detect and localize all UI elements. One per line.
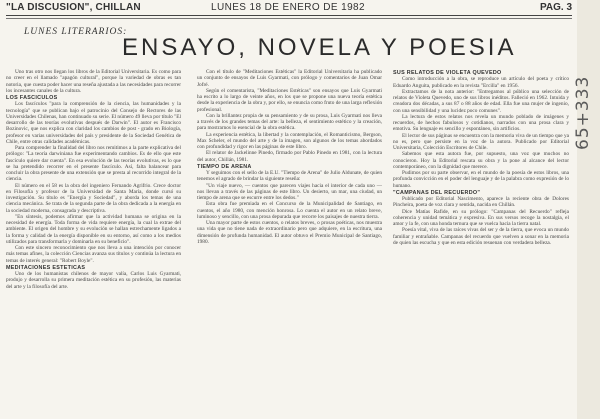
paragraph: Con este sincero reconocimiento que nos lleva a una intención por conocer más temas afines, la colección Ciencias avanza sus títulos y continúa la lectura en temas de interés general: "Robert Boyle". xyxy=(6,245,181,264)
paragraph: Según el comentarista, "Meditaciones Estéticas" son ensayos que Luis Gyarmati ha escrito a lo largo de veinte años, en los que se propone una nueva teoría estética desde la experiencia de la obra y, por ello, se enuncia como fruto de una larga reflexión profesional. xyxy=(197,87,382,113)
paragraph: Para comprender la finalidad del libro nos remitimos a la parte explicativa del prólogo: "La teoría darwiniana fue experimentando cambios. Es de ello que este fascículo quiere dar cuenta". En esa evolución de las teorías evolutivas, es lo que se ha pretendido recorrer en el presente fascículo. Así, falta balancear para concluir la obra presente de una extensión que se presta al recorrido integral de la ciencia. xyxy=(6,145,181,183)
headline: ENSAYO, NOVELA Y POESIA xyxy=(122,34,517,61)
paragraph: El número en el 58 es la obra del ingeniero Fernando Agrifrio. Crece doctor en Filosofía y profesor de la Universidad de Santa María, donde cursó su investigación. Su título es "Energía y Sociedad", y aborda los temas de una ciencia mecánica. Se trata de la segunda parte de la obra dedicada a la energía en la sociedad moderna, consagrada y descriptiva. xyxy=(6,182,181,214)
paragraph: Uno tras otro nos llegan los libros de la Editorial Universitaria. Es como para no creer en el llamado "apagón cultural", porque la variedad de obras es tan notoria, que cuesta poder hacer una reseña ajustada a las necesidades para recorrer los incesantes canales de la cultura. xyxy=(6,69,181,94)
paragraph: Como introducción a la obra, se reproduce un artículo del poeta y crítico Eduardo Anguita, publicado en la revista "Ercilla" en 1956. xyxy=(393,76,569,89)
subheading: MEDITACIONES ESTETICAS xyxy=(6,264,86,271)
column-3 xyxy=(393,69,569,419)
handwritten-catalog-number: 65+333 xyxy=(573,75,593,150)
paragraph: La lectura de estos relatos nos revela un mundo poblado de imágenes y recuerdos, de hechos fabulosos y cotidianos, narrados con una prosa clara y emotiva. Su lenguaje es sencillo y espontáneo, sin artificios. xyxy=(393,113,569,133)
page-number: PAG. 3 xyxy=(539,2,572,13)
masthead-rule xyxy=(6,15,572,16)
subheading: LOS FASCICULOS xyxy=(6,95,58,101)
issue-date: LUNES 18 DE ENERO DE 1982 xyxy=(211,2,365,13)
subheading: TIEMPO DE ARENA xyxy=(197,163,252,170)
paragraph: Y seguimos con el sello de la E.U. "Tiempo de Arena" de Julio Aldunate, de quien tenemos el agrado de brindar la siguiente reseña: xyxy=(197,170,382,183)
paragraph: Publicado por Editorial Nascimento, aparece la reciente obra de Dolores Pincheira, poeta de voz clara y sentida, nacida en Chillán. xyxy=(393,196,569,209)
paragraph: Sabemos que esta autora fue, por supuesto, una voz que muchos no conocieron. Hoy la Editorial rescata su obra y la pone al alcance del lector contemporáneo, con la dignidad que merece. xyxy=(393,151,569,170)
paragraph: Dice Matías Rafide, en su prólogo: "Campanas del Recuerdo" refleja coherencia y unidad temática y expresiva. En sus versos recoge la nostalgia, el amor y la fe, con una honda ternura que se vuelca hacia la tierra natal. xyxy=(393,208,569,227)
paragraph: La experiencia estética, la libertad y la contemplación, el Romanticismo, Bergson, Max Scheler, el mundo del arte y de la imagen, son algunos de los temas abordados con profundidad y rigor en las páginas de este libro. xyxy=(197,131,382,150)
column-1 xyxy=(6,69,181,419)
column-2 xyxy=(197,69,382,419)
paragraph: El lector de sus páginas se encuentra con la memoria viva de un tiempo que ya no es, pero que persiste en la voz de la autora. Publicado por Editorial Universitaria, Colección Escritores de Chile. xyxy=(393,132,569,151)
paragraph: Una mayor parte de estos cuentos, o relatos breves, o prosas poéticas, nos muestra una vida que no tiene nada de extraordinario pero que adquiere, en la escritura, una dimensión de profunda humanidad. El autor obtuvo el Premio Municipal de Santiago, 1980. xyxy=(197,220,382,245)
paragraph: "Un viaje nuevo, — cuentos que parecen viajes hacia el interior de cada uno — nos llevan a través de las páginas de este libro. Un desierto, un mar, una ciudad, un tiempo de arena que se escurre entre los dedos." xyxy=(197,182,382,201)
paragraph: Los fascículos "para la comprensión de la ciencia, las humanidades y la tecnología" que se publican bajo el patrocinio del Consejo de Rectores de las Universidades Chilenas, han continuado su serie. El número 49 lleva por título "El desarrollo de las teorías evolutivas después de Darwin". El autor es Francisco Bozinovic, que nos explica con claridad los cambios de post - grado en Biología, profesor en varias universidades del país y presidente de la Sociedad Genética de Chile, entre otras calidades académicas. xyxy=(6,101,181,145)
masthead-rule-thin xyxy=(6,18,572,19)
archive-margin xyxy=(577,0,600,419)
paragraph: Esta obra fue premiada en el Concurso de la Municipalidad de Santiago, en cuentos, el año 1980, con mención honrosa. Lo cuenta el autor en un relato breve, luminoso y sencillo, con una prosa depurada que recorre los paisajes de nuestra tierra. xyxy=(197,201,382,220)
paragraph: Con el título de "Meditaciones Estéticas" la Editorial Universitaria ha publicado un conjunto de ensayos de Luis Gyarmati, con prólogo y comentarios de Juan Omar Jofré. xyxy=(197,69,382,88)
paragraph: El relator de Jackelinne Pinedo, firmado por Pablo Pinedo en 1981, con la lectura del autor, Chillán, 1981. xyxy=(197,150,382,163)
paragraph: Uno de los humanistas chilenos de mayor valía, Carlos Luis Gyarmati, produjo y desarrolla su primera meditación estética en su profesión, las materias del arte y la filosofía del arte. xyxy=(6,271,181,290)
masthead xyxy=(6,2,572,15)
paragraph: Con la brillantez propia de su pensamiento y de su prosa, Luis Gyarmati nos lleva a través de los grandes temas del arte: la belleza, el sentimiento estético y la creación, para mostrarnos lo esencial de la obra estética. xyxy=(197,112,382,132)
subheading: "CAMPANAS DEL RECUERDO" xyxy=(393,189,481,196)
paragraph: "En síntesis, podemos afirmar que la actividad humana se origina en la necesidad de energía. Toda forma de vida requiere energía, la cual la extrae del ambiente. El origen del hombre y su evolución se hallan estrechamente ligados a la forma y calidad de la energía disponible en su entorno, así como a los medios utilizados para transformarla y dominarla en su beneficio". xyxy=(6,213,181,245)
paragraph: Pudimos por su parte observar, en el mundo de la poesía de estos libros, una profunda convicción en el poder del lenguaje y de la palabra como expresión de lo humano. xyxy=(393,170,569,189)
paragraph: Poesía vital, viva de las raíces vivas del ser y de la tierra, que evoca un mundo familiar y entrañable. Campanas del recuerdo que vuelven a sonar en la memoria de quien las escucha y que en esta edición resuenan con verdadera belleza. xyxy=(393,227,569,246)
section-label: LUNES LITERARIOS: xyxy=(24,27,128,37)
subheading: SUS RELATOS DE VIOLETA QUEVEDO xyxy=(393,70,502,76)
newspaper-name: "LA DISCUSION", CHILLAN xyxy=(6,2,141,13)
paragraph: Extractamos de la nota anterior: "Entregamos al público una selección de relatos de Violeta Quevedo, uno de sus libros inéditos. Falleció en 1962. Intuida y creadora dos décadas, a sus 87 o 88 años de edad. Ella fue una mujer de ingenio, con una sensibilidad y una lucidez poco comunes". xyxy=(393,88,569,114)
